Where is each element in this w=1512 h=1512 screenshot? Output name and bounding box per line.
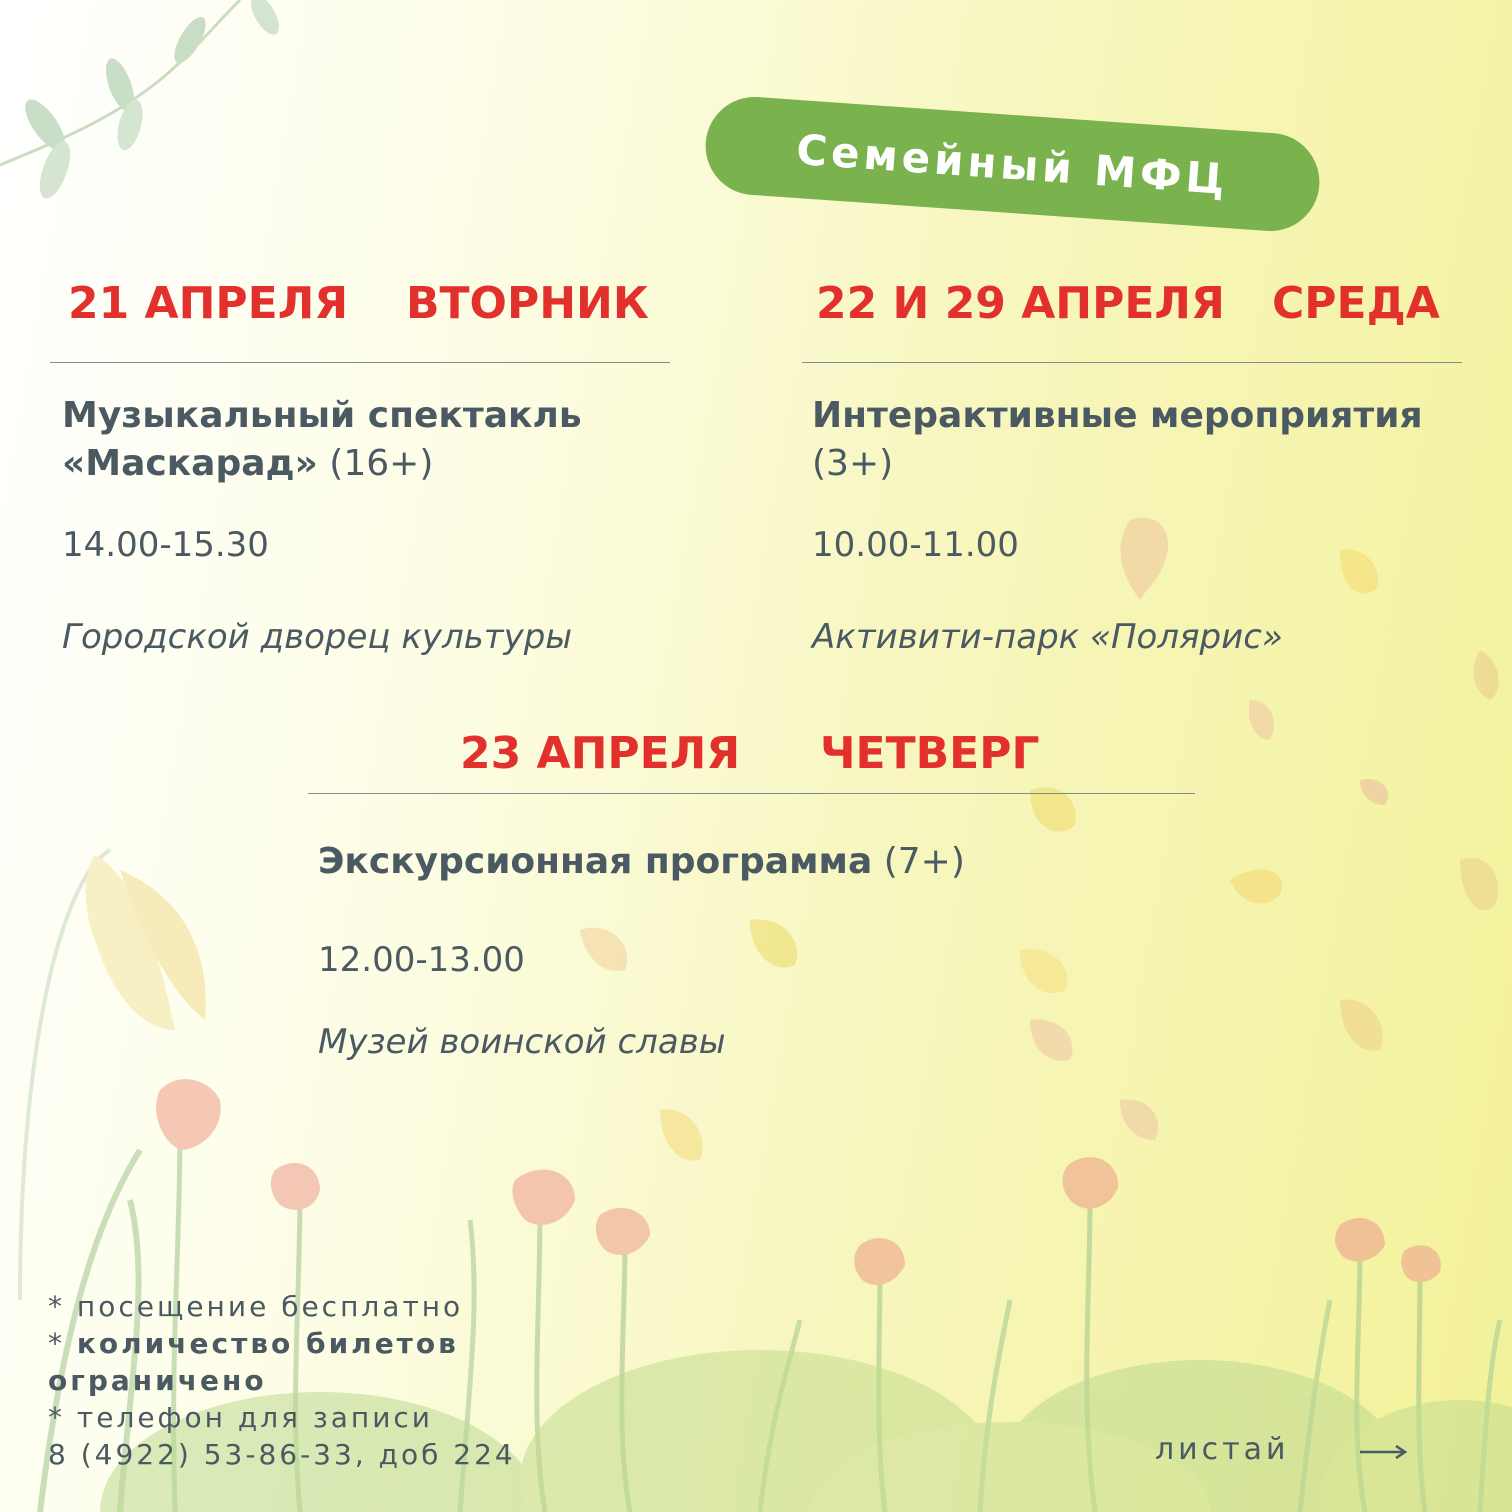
day2-time: 10.00-11.00: [812, 525, 1019, 565]
note-limited-text: количество билетов ограничено: [48, 1327, 459, 1397]
header-badge-label: Семейный МФЦ: [794, 124, 1231, 204]
day1-divider: [50, 362, 670, 363]
day3-event-title-line1: Экскурсионная программа: [318, 841, 873, 882]
day2-event-title: [812, 392, 1472, 488]
arrow-right-icon[interactable]: [1360, 1440, 1408, 1464]
note-phone-label: * телефон для записи: [48, 1401, 433, 1434]
day2-divider: [802, 362, 1462, 363]
day1-time: 14.00-15.30: [62, 525, 269, 565]
footer-notes: [48, 1288, 518, 1473]
day2-date: 22 И 29 АПРЕЛЯ: [816, 278, 1225, 329]
day3-weekday: ЧЕТВЕРГ: [820, 728, 1040, 779]
day2-venue: Активити-парк «Полярис»: [812, 617, 1283, 657]
day2-weekday: СРЕДА: [1272, 278, 1440, 329]
day3-venue: Музей воинской славы: [318, 1022, 726, 1062]
day2-age-rating: (3+): [812, 443, 894, 484]
day1-date: 21 АПРЕЛЯ: [68, 278, 349, 329]
day1-event-title-line1: Музыкальный спектакль: [62, 395, 582, 436]
day3-event-title: [318, 838, 1138, 886]
day2-event-title-line1: Интерактивные мероприятия: [812, 395, 1423, 436]
day3-age-rating: (7+): [883, 841, 965, 882]
day3-date: 23 АПРЕЛЯ: [460, 728, 741, 779]
day1-event-title: [62, 392, 702, 488]
day1-age-rating: (16+): [329, 443, 434, 484]
vine-decoration: [0, 0, 285, 202]
note-limited-tickets: [48, 1325, 518, 1399]
day3-divider: [308, 793, 1195, 794]
note-phone-number: 8 (4922) 53-86-33, доб 224: [48, 1438, 516, 1471]
day1-venue: Городской дворец культуры: [62, 617, 573, 657]
note-limited-prefix: *: [48, 1327, 77, 1360]
note-free-entry: * посещение бесплатно: [48, 1290, 464, 1323]
day3-time: 12.00-13.00: [318, 940, 525, 980]
swipe-hint[interactable]: листай: [1155, 1432, 1290, 1467]
day1-event-title-line2: «Маскарад»: [62, 443, 318, 484]
day1-weekday: ВТОРНИК: [406, 278, 649, 329]
